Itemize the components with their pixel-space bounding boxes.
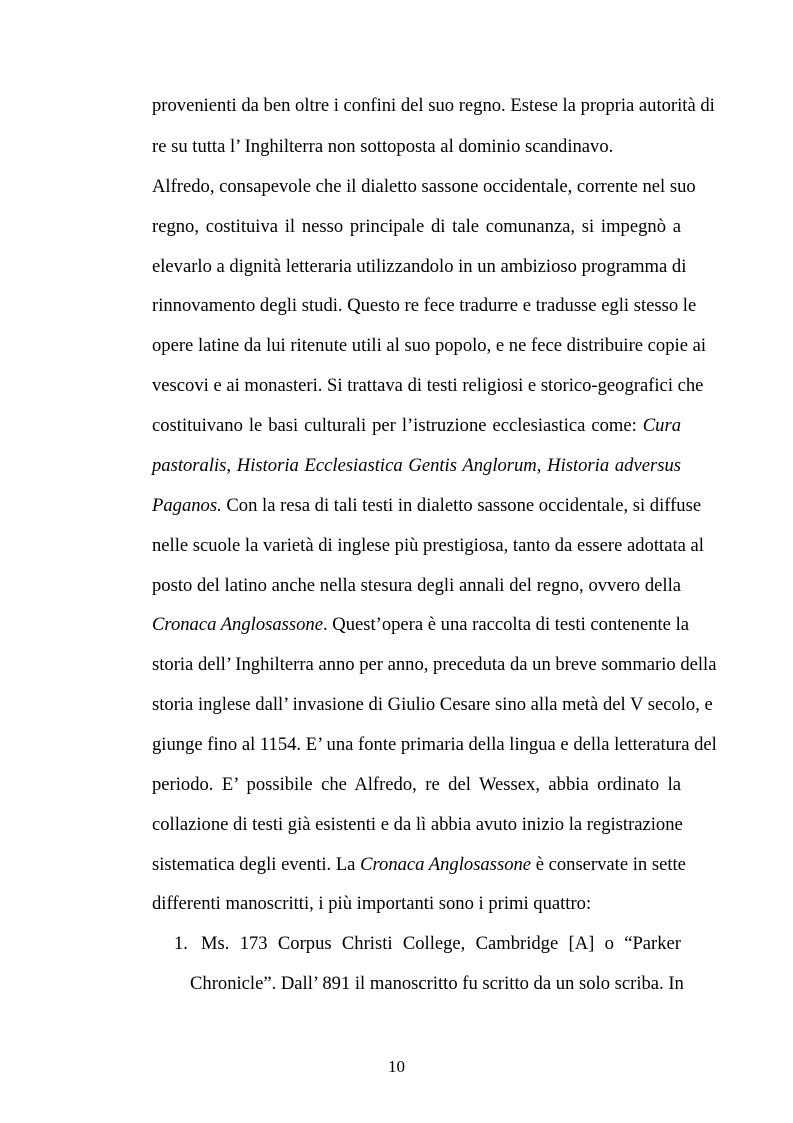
body-text-line: nelle scuole la varietà di inglese più prestigiosa, tanto da essere adottata al	[152, 535, 704, 556]
body-text-line: elevarlo a dignità letteraria utilizzandolo in un ambizioso programma di	[152, 256, 687, 277]
list-item-line	[174, 933, 681, 955]
body-text-line: vescovi e ai monasteri. Si trattava di testi religiosi e storico-geografici che	[152, 375, 704, 396]
body-text-line: Alfredo, consapevole che il dialetto sassone occidentale, corrente nel suo	[152, 176, 696, 197]
list-item-line: Chronicle”. Dall’ 891 il manoscritto fu scritto da un solo scriba. In	[190, 973, 684, 994]
body-text-line: storia inglese dall’ invasione di Giulio Cesare sino alla metà del V secolo, e	[152, 694, 713, 715]
body-text-line: periodo. E’ possibile che Alfredo, re del Wessex, abbia ordinato la	[152, 774, 681, 795]
text-run: . Quest’opera è una raccolta di testi contenente la	[322, 614, 689, 635]
italic-title: Cronaca Anglosassone	[152, 614, 323, 635]
body-text-line: provenienti da ben oltre i confini del suo regno. Estese la propria autorità di	[152, 95, 715, 116]
body-text-line	[152, 614, 689, 636]
body-text-line: differenti manoscritti, i più importanti sono i primi quattro:	[152, 893, 592, 914]
body-text-line: collazione di testi già esistenti e da lì abbia avuto inizio la registrazione	[152, 814, 683, 835]
body-text-line	[152, 854, 686, 876]
list-item-text: Ms. 173 Corpus Christi College, Cambridge [A] o “Parker	[201, 933, 681, 954]
italic-title: Cronaca Anglosassone	[360, 854, 532, 875]
italic-title: pastoralis, Historia Ecclesiastica Gentis Anglorum, Historia adversus	[152, 455, 681, 476]
text-run: è conservate in sette	[531, 854, 686, 875]
body-text-line: storia dell’ Inghilterra anno per anno, preceduta da un breve sommario della	[152, 654, 717, 675]
body-text-line	[152, 495, 702, 517]
list-item-number: 1.	[174, 933, 188, 954]
body-text-line: re su tutta l’ Inghilterra non sottoposta al dominio scandinavo.	[152, 136, 614, 157]
italic-title: Paganos.	[152, 495, 222, 516]
italic-title: Cura	[642, 415, 681, 436]
body-text-line	[152, 415, 681, 437]
body-text-line	[152, 455, 681, 477]
body-text-line: regno, costituiva il nesso principale di tale comunanza, si impegnò a	[152, 216, 681, 237]
text-run: costituivano le basi culturali per l’istruzione ecclesiastica come:	[152, 415, 643, 436]
body-text-line: opere latine da lui ritenute utili al suo popolo, e ne fece distribuire copie ai	[152, 335, 707, 356]
text-run: sistematica degli eventi. La	[152, 854, 361, 875]
body-text-line: giunge fino al 1154. E’ una fonte primaria della lingua e della letteratura del	[152, 734, 717, 755]
page-number: 10	[388, 1057, 405, 1076]
text-run: Con la resa di tali testi in dialetto sassone occidentale, si diffuse	[221, 495, 702, 516]
body-text-line: posto del latino anche nella stesura degli annali del regno, ovvero della	[152, 575, 681, 596]
body-text-line: rinnovamento degli studi. Questo re fece tradurre e tradusse egli stesso le	[152, 295, 697, 316]
